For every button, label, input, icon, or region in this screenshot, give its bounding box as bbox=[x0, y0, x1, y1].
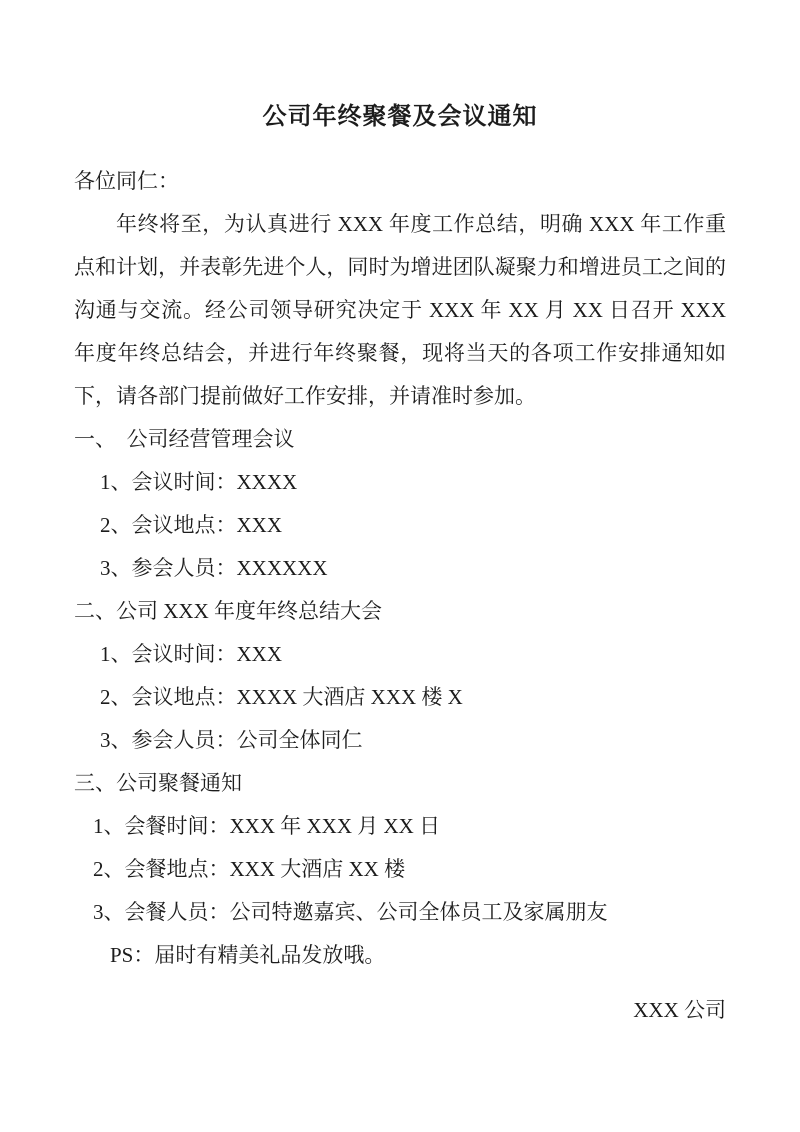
salutation: 各位同仁： bbox=[74, 169, 179, 193]
page-title: 公司年终聚餐及会议通知 bbox=[262, 104, 538, 130]
postscript: PS：届时有精美礼品发放哦。 bbox=[110, 943, 386, 967]
section-meeting-management bbox=[74, 418, 726, 590]
section-2-item-time: 1、会议时间：XXX bbox=[100, 642, 282, 666]
section-1-heading: 一、 公司经营管理会议 bbox=[74, 427, 295, 451]
section-annual-summary bbox=[74, 590, 726, 762]
section-3-item-time: 1、会餐时间：XXX 年 XXX 月 XX 日 bbox=[93, 814, 441, 838]
section-1-item-attendees: 3、参会人员：XXXXXX bbox=[100, 556, 328, 580]
section-3-item-attendees: 3、会餐人员：公司特邀嘉宾、公司全体员工及家属朋友 bbox=[93, 900, 608, 924]
section-2-heading: 二、公司 XXX 年度年终总结大会 bbox=[74, 599, 382, 623]
section-3-item-place: 2、会餐地点：XXX 大酒店 XX 楼 bbox=[93, 857, 406, 881]
section-dinner-notice bbox=[74, 762, 726, 934]
section-1-item-time: 1、会议时间：XXXX bbox=[100, 470, 298, 494]
section-2-item-place: 2、会议地点：XXXX 大酒店 XXX 楼 X bbox=[100, 685, 463, 709]
intro-paragraph: 年终将至，为认真进行 XXX 年度工作总结，明确 XXX 年工作重点和计划，并表彰先进个人，同时为增进团队凝聚力和增进员工之间的沟通与交流。经公司领导研究决定于 XXX 年 XX 月 XX 日召开 XXX 年度年终总结会，并进行年终聚餐，现将当天的各项工作安排通知如下，请各部门提前做好工作安排，并请准时参加。 bbox=[74, 212, 726, 408]
section-1-item-place: 2、会议地点：XXX bbox=[100, 513, 282, 537]
section-2-item-attendees: 3、参会人员：公司全体同仁 bbox=[100, 728, 363, 752]
section-3-heading: 三、公司聚餐通知 bbox=[74, 771, 242, 795]
signature: XXX 公司 bbox=[633, 998, 726, 1022]
